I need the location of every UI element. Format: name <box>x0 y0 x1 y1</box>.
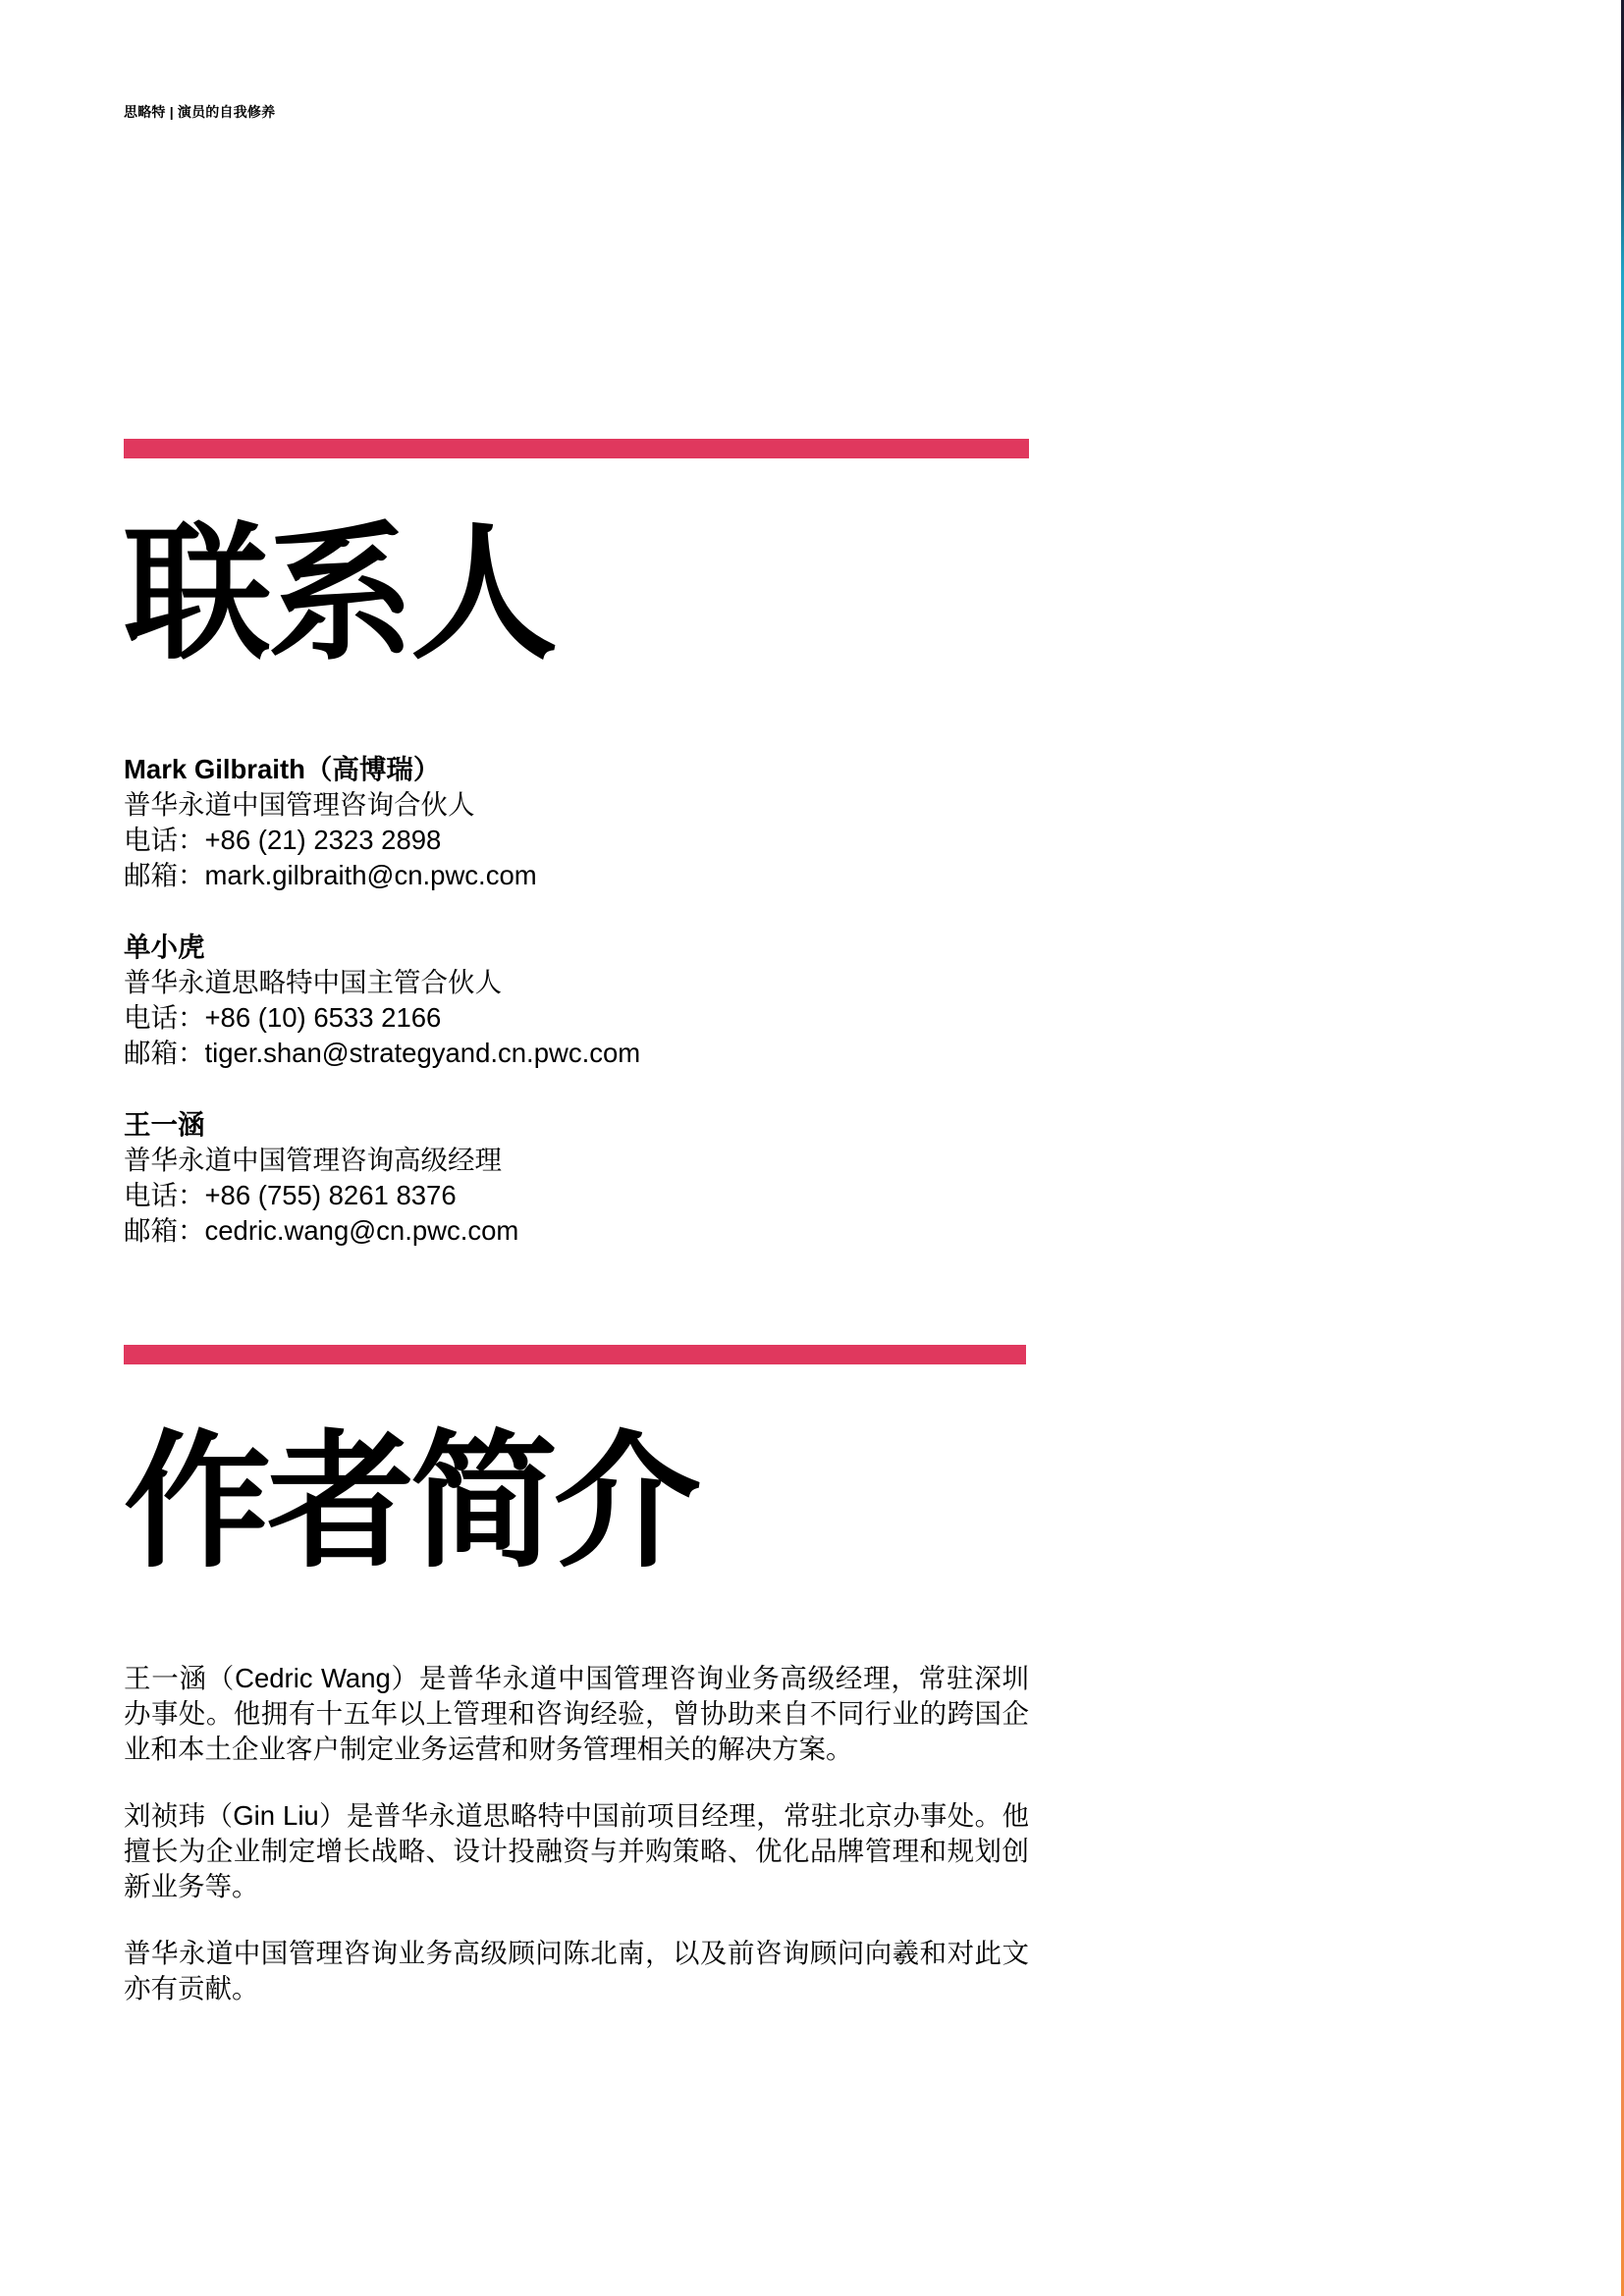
contact-phone: 电话：+86 (10) 6533 2166 <box>124 1002 442 1033</box>
contact-card <box>124 752 1007 893</box>
contact-phone: 电话：+86 (755) 8261 8376 <box>124 1180 457 1210</box>
contact-phone: 电话：+86 (21) 2323 2898 <box>124 825 442 855</box>
running-header: 思略特 | 演员的自我修养 <box>124 104 276 120</box>
authors-heading: 作者简介 <box>124 1415 698 1588</box>
contact-title: 普华永道思略特中国主管合伙人 <box>124 967 502 997</box>
bio-paragraph: 刘祯玮（Gin Liu）是普华永道思略特中国前项目经理，常驻北京办事处。他擅长为企业制定增长战略、设计投融资与并购策略、优化品牌管理和规划创新业务等。 <box>124 1800 1029 1901</box>
contact-card <box>124 930 1007 1071</box>
contact-email[interactable]: 邮箱：cedric.wang@cn.pwc.com <box>124 1215 519 1246</box>
section-divider-authors <box>124 1345 1026 1364</box>
contact-card <box>124 1107 1007 1249</box>
contact-email[interactable]: 邮箱：mark.gilbraith@cn.pwc.com <box>124 860 537 890</box>
bio-paragraph: 普华永道中国管理咨询业务高级顾问陈北南，以及前咨询顾问向羲和对此文亦有贡献。 <box>124 1938 1029 2003</box>
contact-title: 普华永道中国管理咨询高级经理 <box>124 1145 502 1175</box>
contacts-heading: 联系人 <box>124 507 555 680</box>
bio-paragraph: 王一涵（Cedric Wang）是普华永道中国管理咨询业务高级经理，常驻深圳办事处。他拥有十五年以上管理和咨询经验，曾协助来自不同行业的跨国企业和本土企业客户制定业务运营和财务管理相关的解决方案。 <box>124 1663 1029 1764</box>
author-bio <box>124 1661 1029 2038</box>
contact-title: 普华永道中国管理咨询合伙人 <box>124 789 475 820</box>
section-divider-contacts <box>124 439 1029 458</box>
contact-name: 单小虎 <box>124 932 205 962</box>
contact-name: Mark Gilbraith（高博瑞） <box>124 754 441 784</box>
contact-email[interactable]: 邮箱：tiger.shan@strategyand.cn.pwc.com <box>124 1038 641 1068</box>
contacts-list <box>124 752 1007 1285</box>
contact-name: 王一涵 <box>124 1109 205 1140</box>
